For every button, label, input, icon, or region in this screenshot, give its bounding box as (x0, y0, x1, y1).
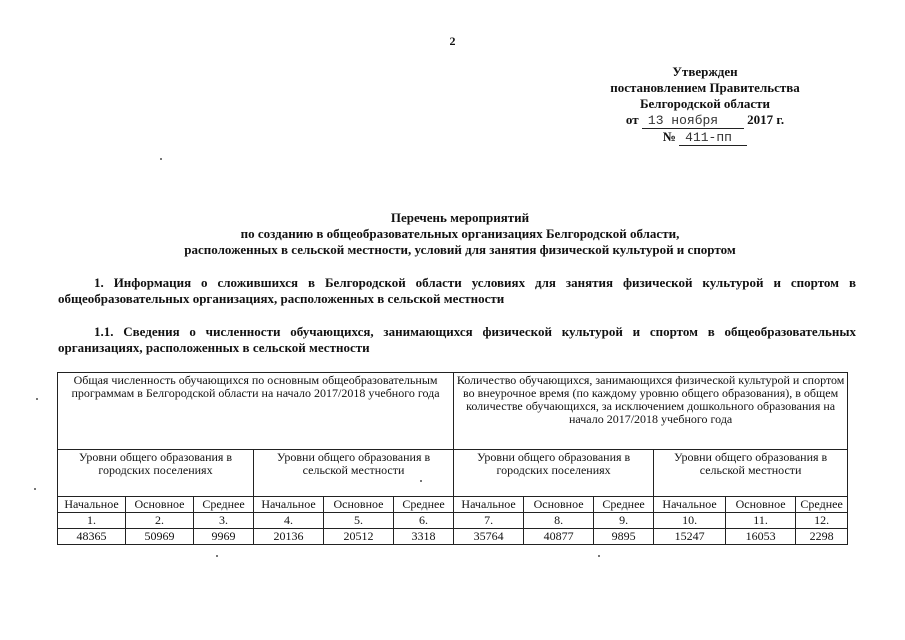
approval-number (590, 129, 820, 146)
column-number: 3. (194, 513, 254, 529)
value-cell: 16053 (726, 529, 796, 545)
approval-line-2: постановлением Правительства (610, 80, 800, 95)
level-header: Основное (524, 497, 594, 513)
value-cell: 9895 (594, 529, 654, 545)
approval-line-1: Утвержден (672, 64, 738, 79)
value-cell: 20136 (254, 529, 324, 545)
column-number: 7. (454, 513, 524, 529)
value-cell: 9969 (194, 529, 254, 545)
column-number: 8. (524, 513, 594, 529)
value-cell: 15247 (654, 529, 726, 545)
approval-date (590, 112, 820, 129)
approval-number-prefix: № (662, 129, 676, 144)
value-cell: 48365 (58, 529, 126, 545)
column-number: 9. (594, 513, 654, 529)
scan-speck (160, 158, 162, 160)
column-number: 11. (726, 513, 796, 529)
column-number: 1. (58, 513, 126, 529)
header-total-students: Общая численность обучающихся по основным общеобразовательным программам в Белгородской области на начало 2017/2018 учебного года (58, 373, 454, 450)
header-sports-students: Количество обучающихся, занимающихся физической культурой и спортом во внеурочное время (по каждому уровню общего образования), в общем количестве обучающихся, за исключением дошкольного образования на начало 2017/2018 учебного года (454, 373, 848, 450)
column-number: 12. (796, 513, 848, 529)
section-1-heading: 1. Информация о сложившихся в Белгородской области условиях для занятия физической культурой и спортом в общеобразовательных организациях, расположенных в сельской местности (58, 275, 856, 306)
column-number: 10. (654, 513, 726, 529)
document-title-line-2: по созданию в общеобразовательных организациях Белгородской области, (240, 226, 680, 241)
level-header: Начальное (454, 497, 524, 513)
value-cell: 3318 (394, 529, 454, 545)
level-header: Начальное (58, 497, 126, 513)
level-header: Начальное (654, 497, 726, 513)
level-header: Основное (126, 497, 194, 513)
approval-date-prefix: от (625, 112, 639, 127)
scan-speck (420, 480, 422, 482)
students-statistics-table (57, 372, 848, 545)
value-cell: 35764 (454, 529, 524, 545)
level-header: Начальное (254, 497, 324, 513)
scan-speck (598, 555, 600, 557)
approval-date-suffix: 2017 г. (747, 112, 785, 127)
column-number: 6. (394, 513, 454, 529)
column-number: 5. (324, 513, 394, 529)
approval-stamp (590, 64, 820, 146)
value-cell: 20512 (324, 529, 394, 545)
level-header: Среднее (796, 497, 848, 513)
level-header: Основное (324, 497, 394, 513)
level-header: Среднее (194, 497, 254, 513)
approval-line-3: Белгородской области (639, 96, 771, 111)
group-header-rural-total: Уровни общего образования в сельской местности (254, 450, 454, 497)
scan-speck (36, 398, 38, 400)
scan-speck (34, 488, 36, 490)
level-header: Среднее (594, 497, 654, 513)
approval-date-handwritten: 13 ноября (642, 114, 744, 129)
group-header-urban-total: Уровни общего образования в городских поселениях (58, 450, 254, 497)
group-header-rural-sports: Уровни общего образования в сельской местности (654, 450, 848, 497)
scan-speck (216, 555, 218, 557)
section-1-1-heading: 1.1. Сведения о численности обучающихся, занимающихся физической культурой и спортом в общеобразовательных организациях, расположенных в сельской местности (58, 324, 856, 355)
value-cell: 2298 (796, 529, 848, 545)
column-number: 2. (126, 513, 194, 529)
document-title (90, 210, 830, 258)
value-cell: 50969 (126, 529, 194, 545)
group-header-urban-sports: Уровни общего образования в городских поселениях (454, 450, 654, 497)
level-header: Основное (726, 497, 796, 513)
document-title-line-3: расположенных в сельской местности, условий для занятия физической культурой и спортом (184, 242, 736, 257)
page-number: 2 (449, 34, 456, 48)
document-title-line-1: Перечень мероприятий (390, 210, 530, 225)
level-header: Среднее (394, 497, 454, 513)
approval-number-handwritten: 411-пп (679, 131, 747, 146)
value-cell: 40877 (524, 529, 594, 545)
column-number: 4. (254, 513, 324, 529)
